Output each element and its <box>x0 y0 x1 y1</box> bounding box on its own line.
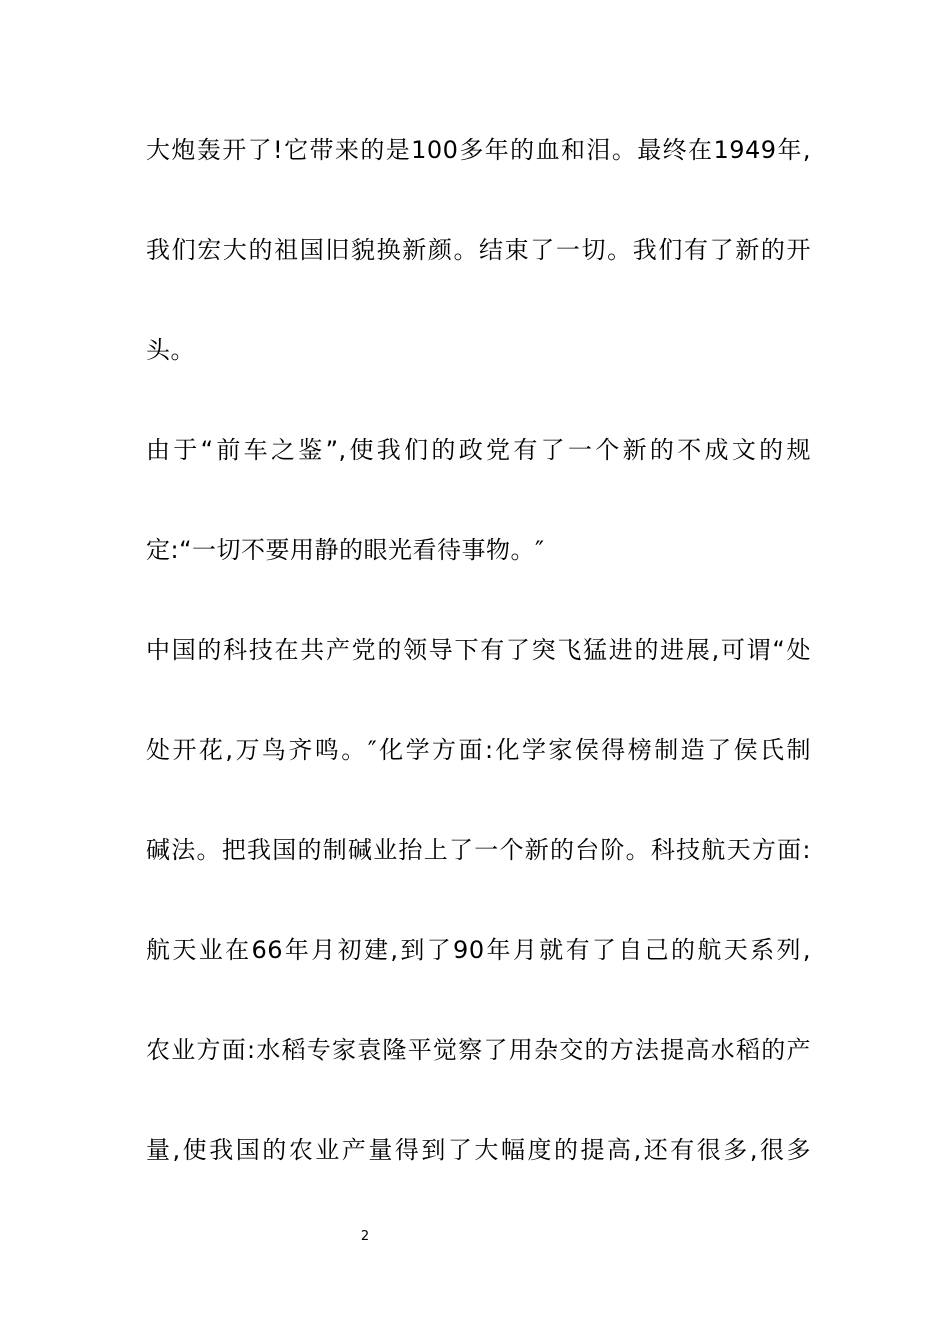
text-line-2: 我们宏大的祖国旧貌换新颜。结束了一切。我们有了新的开 <box>146 236 811 264</box>
text-line-7: 处开花,万鸟齐鸣。″化学方面:化学家侯得榜制造了侯氏制 <box>146 736 811 764</box>
page-number: 2 <box>360 1229 370 1244</box>
text-line-5: 定:“一切不要用静的眼光看待事物。″ <box>146 536 545 564</box>
text-line-8: 碱法。把我国的制碱业抬上了一个新的台阶。科技航天方面: <box>146 836 811 864</box>
text-line-9: 航天业在66年月初建,到了90年月就有了自己的航天系列, <box>146 936 811 964</box>
text-line-4: 由于“前车之鉴”,使我们的政党有了一个新的不成文的规 <box>146 436 811 464</box>
text-line-10: 农业方面:水稻专家袁隆平觉察了用杂交的方法提高水稻的产 <box>146 1036 811 1064</box>
text-line-6: 中国的科技在共产党的领导下有了突飞猛进的进展,可谓“处 <box>146 636 811 664</box>
text-line-11: 量,使我国的农业产量得到了大幅度的提高,还有很多,很多 <box>146 1136 811 1164</box>
text-line-1: 大炮轰开了!它带来的是100多年的血和泪。最终在1949年, <box>146 136 811 164</box>
text-line-3: 头。 <box>146 336 195 364</box>
